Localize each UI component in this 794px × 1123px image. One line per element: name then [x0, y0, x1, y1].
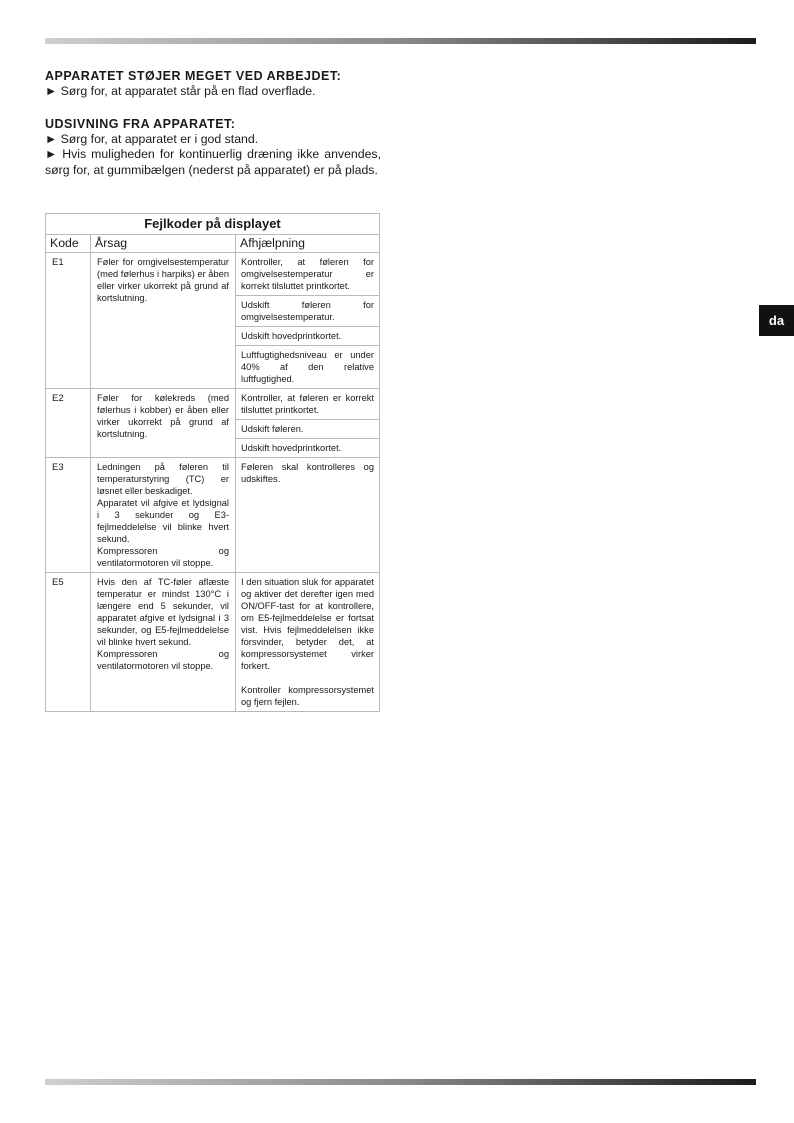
header-remedy: Afhjælpning [236, 235, 380, 253]
table-row [46, 458, 380, 573]
top-decorative-rule [45, 38, 756, 44]
error-cause: Føler for omgivelsestemperatur (med følerhus i harpiks) er åben eller virker ukorrekt på grund af kortslutning. [91, 253, 236, 389]
error-remedy: Føleren skal kontrolleres og udskiftes. [236, 458, 380, 573]
error-remedy: Kontroller, at føleren er korrekt tilsluttet printkortet. [236, 389, 380, 420]
table-row [46, 389, 380, 420]
error-code: E5 [46, 573, 91, 712]
bottom-decorative-rule [45, 1079, 756, 1085]
header-cause: Årsag [91, 235, 236, 253]
leak-heading: UDSIVNING FRA APPARATET: [45, 116, 236, 131]
table-row [46, 573, 380, 712]
error-cause: Hvis den af TC-føler aflæste temperatur er mindst 130°C i længere end 5 sekunder, vil apparatet afgive et lydsignal i 3 sekunder, og E5-fejlmeddelelse vil blinke hvert sekund. Kompressoren og ventilatormotoren vil stoppe. [91, 573, 236, 712]
error-cause: Føler for kølekreds (med følerhus i kobber) er åben eller virker ukorrekt på grund af kortslutning. [91, 389, 236, 458]
error-code: E2 [46, 389, 91, 458]
error-code: E3 [46, 458, 91, 573]
language-tab: da [759, 305, 794, 336]
leak-tip-2: ► Hvis muligheden for kontinuerlig dræning ikke anvendes, sørg for, at gummibælgen (nederst på apparatet) er på plads. [45, 147, 381, 177]
noise-heading: APPARATET STØJER MEGET VED ARBEJDET: [45, 69, 342, 83]
header-code: Kode [46, 235, 91, 253]
error-remedy: I den situation sluk for apparatet og aktiver det derefter igen med ON/OFF-tast for at kontrollere, om E5-fejlmeddelelse er fortsat vist. Hvis fejlmeddelelsen ikke forsvinder, betyder det, at kompressorsystemet virker forkert. Kontroller kompressorsystemet og fjern fejlen. [236, 573, 380, 712]
error-remedy: Udskift hovedprintkortet. [236, 439, 380, 458]
troubleshooting-text [45, 68, 381, 178]
error-remedy: Udskift føleren. [236, 420, 380, 439]
table-row [46, 253, 380, 296]
error-remedy: Luftfugtighedsniveau er under 40% af den relative luftfugtighed. [236, 346, 380, 389]
error-cause: Ledningen på føleren til temperaturstyring (TC) er løsnet eller beskadiget. Apparatet vil afgive et lydsignal i 3 sekunder og E3-fejlmeddelelse vil blinke hvert sekund. Kompressoren og ventilatormotoren vil stoppe. [91, 458, 236, 573]
error-remedy: Udskift føleren for omgivelsestemperatur. [236, 296, 380, 327]
error-remedy: Kontroller, at føleren for omgivelsestemperatur er korrekt tilsluttet printkortet. [236, 253, 380, 296]
error-code: E1 [46, 253, 91, 389]
noise-tip: ► Sørg for, at apparatet står på en flad overflade. [45, 84, 316, 98]
error-remedy: Udskift hovedprintkortet. [236, 327, 380, 346]
error-code-table [45, 213, 380, 712]
table-title: Fejlkoder på displayet [46, 214, 380, 235]
leak-tip-1: ► Sørg for, at apparatet er i god stand. [45, 131, 259, 146]
